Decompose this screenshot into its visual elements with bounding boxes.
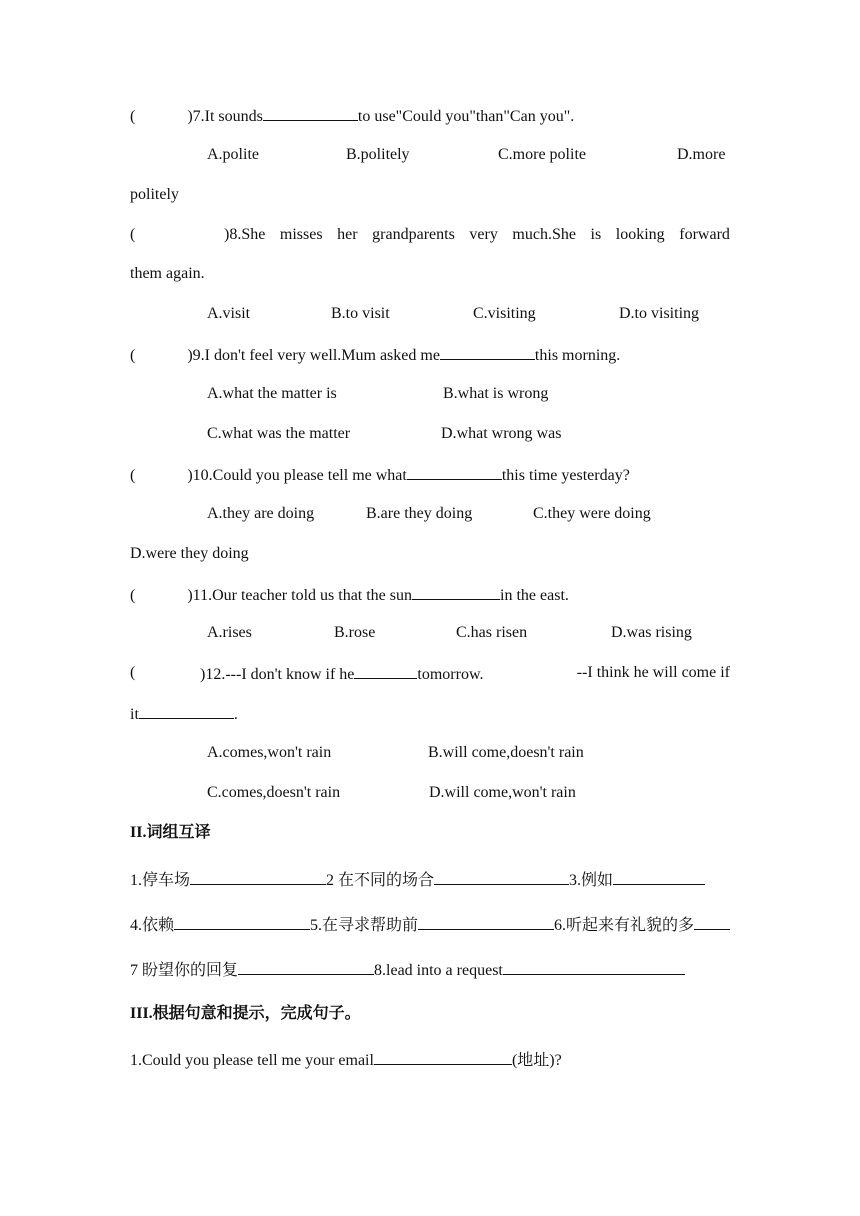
q12-option-b: B.will come,doesn't rain <box>428 744 584 761</box>
answer-blank <box>613 869 705 885</box>
q8-word: misses <box>279 226 323 243</box>
answer-blank <box>139 703 234 719</box>
q9-text-b: this morning. <box>534 347 621 364</box>
q12-text-b: tomorrow. <box>417 666 484 683</box>
answer-blank <box>190 869 326 885</box>
section-2-heading: II.词组互译 <box>130 824 211 841</box>
answer-blank <box>694 914 730 930</box>
q8-word: grandparents <box>372 226 455 243</box>
section-2-row-2 <box>130 914 730 936</box>
phrase-item: 8.lead into a request <box>374 962 503 979</box>
phrase-item: 5.在寻求帮助前 <box>310 917 419 934</box>
phrase-item: 6.听起来有礼貌的多 <box>554 917 695 934</box>
q8-word: very <box>469 226 498 243</box>
q7-option-a: A.polite <box>207 146 259 163</box>
phrase-item: 7 盼望你的回复 <box>130 962 239 979</box>
q7-option-d: D.more <box>677 146 726 163</box>
q9-option-a: A.what the matter is <box>207 385 337 402</box>
q12-line2-b: . <box>233 706 238 723</box>
q12-paren: ( <box>130 664 136 681</box>
q12-line2 <box>130 703 238 725</box>
answer-blank <box>174 914 310 930</box>
q9-stem <box>130 344 620 366</box>
answer-blank <box>503 959 685 975</box>
q7-wrap: politely <box>130 186 179 203</box>
q8-word: )8.She <box>224 226 266 243</box>
phrase-item: 3.例如 <box>569 872 614 889</box>
answer-blank <box>354 663 417 679</box>
answer-blank <box>238 959 374 975</box>
q8-option-c: C.visiting <box>473 305 536 322</box>
q8-option-a: A.visit <box>207 305 251 322</box>
answer-blank <box>434 869 569 885</box>
phrase-item: 2 在不同的场合 <box>326 872 435 889</box>
q9-option-d: D.what wrong was <box>441 425 562 442</box>
q10-text-a: )10.Could you please tell me what <box>187 467 407 484</box>
q8-option-b: B.to visit <box>331 305 390 322</box>
q8-stem <box>224 225 730 245</box>
answer-blank <box>418 914 554 930</box>
q9-option-c: C.what was the matter <box>207 425 351 442</box>
q8-line2: them again. <box>130 265 205 282</box>
q1-text-b: (地址)? <box>511 1052 562 1069</box>
q11-stem <box>130 584 569 606</box>
q12-option-c: C.comes,doesn't rain <box>207 784 341 801</box>
q10-text-b: this time yesterday? <box>501 467 630 484</box>
q11-text-a: )11.Our teacher told us that the sun <box>187 587 413 604</box>
section-3-q1 <box>130 1049 562 1071</box>
q11-text-b: in the east. <box>500 587 569 604</box>
q1-text-a: 1.Could you please tell me your email <box>130 1052 374 1069</box>
q8-word: forward <box>679 226 730 243</box>
q11-option-b: B.rose <box>334 624 376 641</box>
section-3-heading: III.根据句意和提示，完成句子。 <box>130 1005 361 1022</box>
q12-option-d: D.will come,won't rain <box>429 784 576 801</box>
answer-blank <box>263 105 358 121</box>
q9-text-a: )9.I don't feel very well.Mum asked me <box>187 347 440 364</box>
q10-stem <box>130 464 630 486</box>
q10-option-c: C.they were doing <box>533 505 651 522</box>
paren-open: ( <box>130 108 136 125</box>
q8-word: much.She <box>512 226 576 243</box>
q11-option-d: D.was rising <box>611 624 692 641</box>
q12-text-c: --I think he will come if <box>576 664 730 681</box>
q8-word: her <box>337 226 358 243</box>
q11-option-a: A.rises <box>207 624 252 641</box>
phrase-item: 4.依赖 <box>130 917 175 934</box>
q8-word: is <box>590 226 602 243</box>
q7-text-a: )7.It sounds <box>187 108 263 125</box>
answer-blank <box>407 464 502 480</box>
section-2-row-3 <box>130 959 685 981</box>
phrase-item: 1.停车场 <box>130 872 191 889</box>
answer-blank <box>374 1049 512 1065</box>
answer-blank <box>440 344 535 360</box>
paren-open: ( <box>130 467 136 484</box>
q10-option-a: A.they are doing <box>207 505 315 522</box>
q12-option-a: A.comes,won't rain <box>207 744 332 761</box>
q7-stem <box>130 105 574 127</box>
q9-option-b: B.what is wrong <box>443 385 549 402</box>
paren-open: ( <box>130 587 136 604</box>
answer-blank <box>412 584 500 600</box>
q7-option-b: B.politely <box>346 146 410 163</box>
q12-line2-a: it <box>130 706 139 723</box>
paren-open: ( <box>130 347 136 364</box>
q12-stem <box>200 663 483 685</box>
section-2-row-1 <box>130 869 705 891</box>
q10-wrap: D.were they doing <box>130 545 249 562</box>
q7-text-b: to use"Could you"than"Can you". <box>357 108 575 125</box>
q8-word: looking <box>615 226 665 243</box>
q12-text-a: )12.---I don't know if he <box>200 666 355 683</box>
q8-paren: ( <box>130 226 136 243</box>
q10-option-b: B.are they doing <box>366 505 473 522</box>
q11-option-c: C.has risen <box>456 624 528 641</box>
q8-option-d: D.to visiting <box>619 305 700 322</box>
q7-option-c: C.more polite <box>498 146 586 163</box>
